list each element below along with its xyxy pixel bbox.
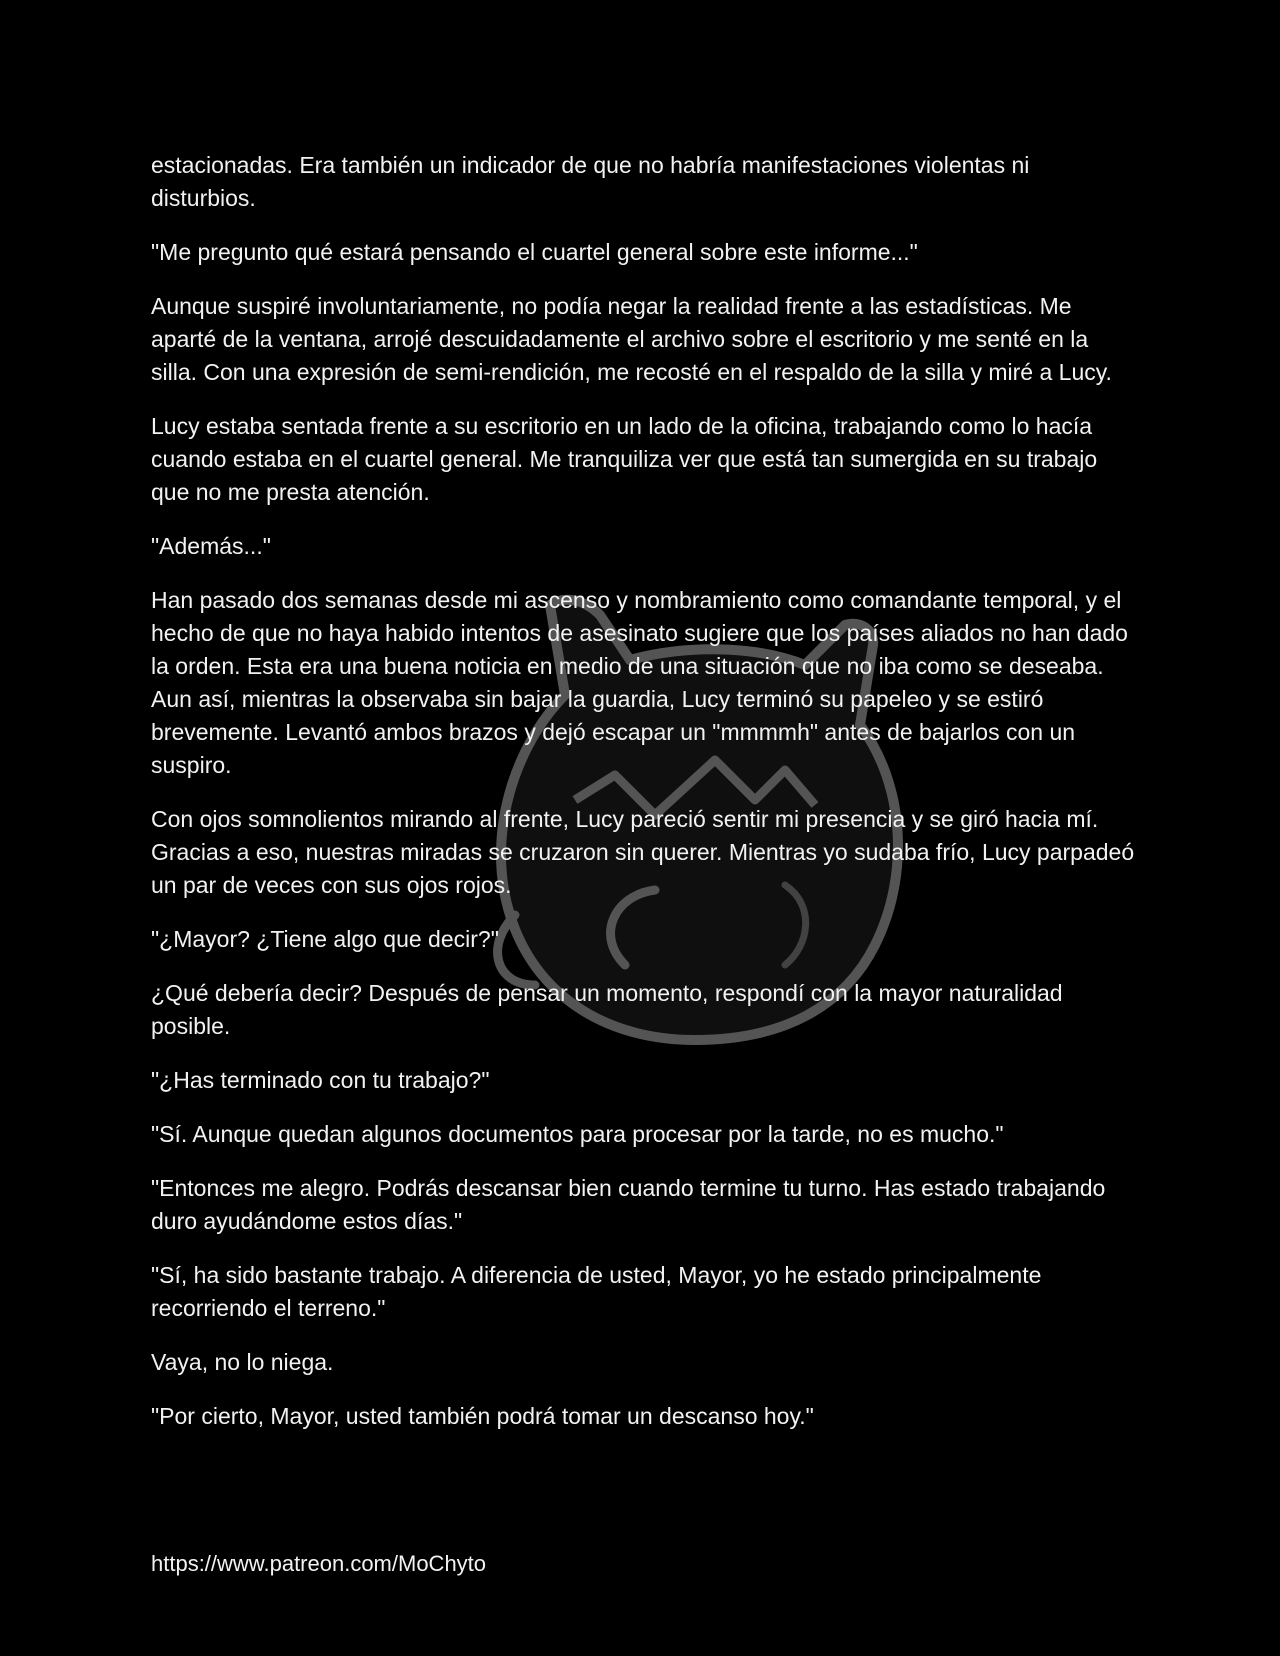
document-body <box>151 149 1136 1454</box>
paragraph: "Sí. Aunque quedan algunos documentos para procesar por la tarde, no es mucho." <box>151 1121 1004 1147</box>
paragraph: "¿Mayor? ¿Tiene algo que decir?" <box>151 926 499 952</box>
paragraph: Aunque suspiré involuntariamente, no podía negar la realidad frente a las estadísticas. Me aparté de la ventana, arrojé descuidadamente el archivo sobre el escritorio y me senté en la silla. Con una expresión de semi-rendición, me recosté en el respaldo de la silla y miré a Lucy. <box>151 293 1112 385</box>
paragraph: Con ojos somnolientos mirando al frente, Lucy pareció sentir mi presencia y se giró hacia mí. Gracias a eso, nuestras miradas se cruzaron sin querer. Mientras yo sudaba frío, Lucy parpadeó un par de veces con sus ojos rojos. <box>151 806 1135 898</box>
paragraph: "Sí, ha sido bastante trabajo. A diferencia de usted, Mayor, yo he estado principalmente recorriendo el terreno." <box>151 1262 1042 1321</box>
paragraph: "Me pregunto qué estará pensando el cuartel general sobre este informe..." <box>151 239 918 265</box>
patreon-link[interactable]: https://www.patreon.com/MoChyto <box>151 1551 487 1576</box>
paragraph: "Por cierto, Mayor, usted también podrá tomar un descanso hoy." <box>151 1403 814 1429</box>
paragraph: "¿Has terminado con tu trabajo?" <box>151 1067 490 1093</box>
paragraph: "Además..." <box>151 533 271 559</box>
paragraph: ¿Qué debería decir? Después de pensar un momento, respondí con la mayor naturalidad posible. <box>151 980 1063 1039</box>
paragraph: Vaya, no lo niega. <box>151 1349 334 1375</box>
paragraph: estacionadas. Era también un indicador de que no habría manifestaciones violentas ni disturbios. <box>151 152 1030 211</box>
paragraph: Lucy estaba sentada frente a su escritorio en un lado de la oficina, trabajando como lo hacía cuando estaba en el cuartel general. Me tranquiliza ver que está tan sumergida en su trabajo que no me presta atención. <box>151 413 1098 505</box>
paragraph: Han pasado dos semanas desde mi ascenso y nombramiento como comandante temporal, y el hecho de que no haya habido intentos de asesinato sugiere que los países aliados no han dado la orden. Esta era una buena noticia en medio de una situación que no iba como se deseaba. Aun así, mientras la observaba sin bajar la guardia, Lucy terminó su papeleo y se estiró brevemente. Levantó ambos brazos y dejó escapar un "mmmmh" antes de bajarlos con un suspiro. <box>151 587 1128 778</box>
paragraph: "Entonces me alegro. Podrás descansar bien cuando termine tu turno. Has estado trabajando duro ayudándome estos días." <box>151 1175 1106 1234</box>
